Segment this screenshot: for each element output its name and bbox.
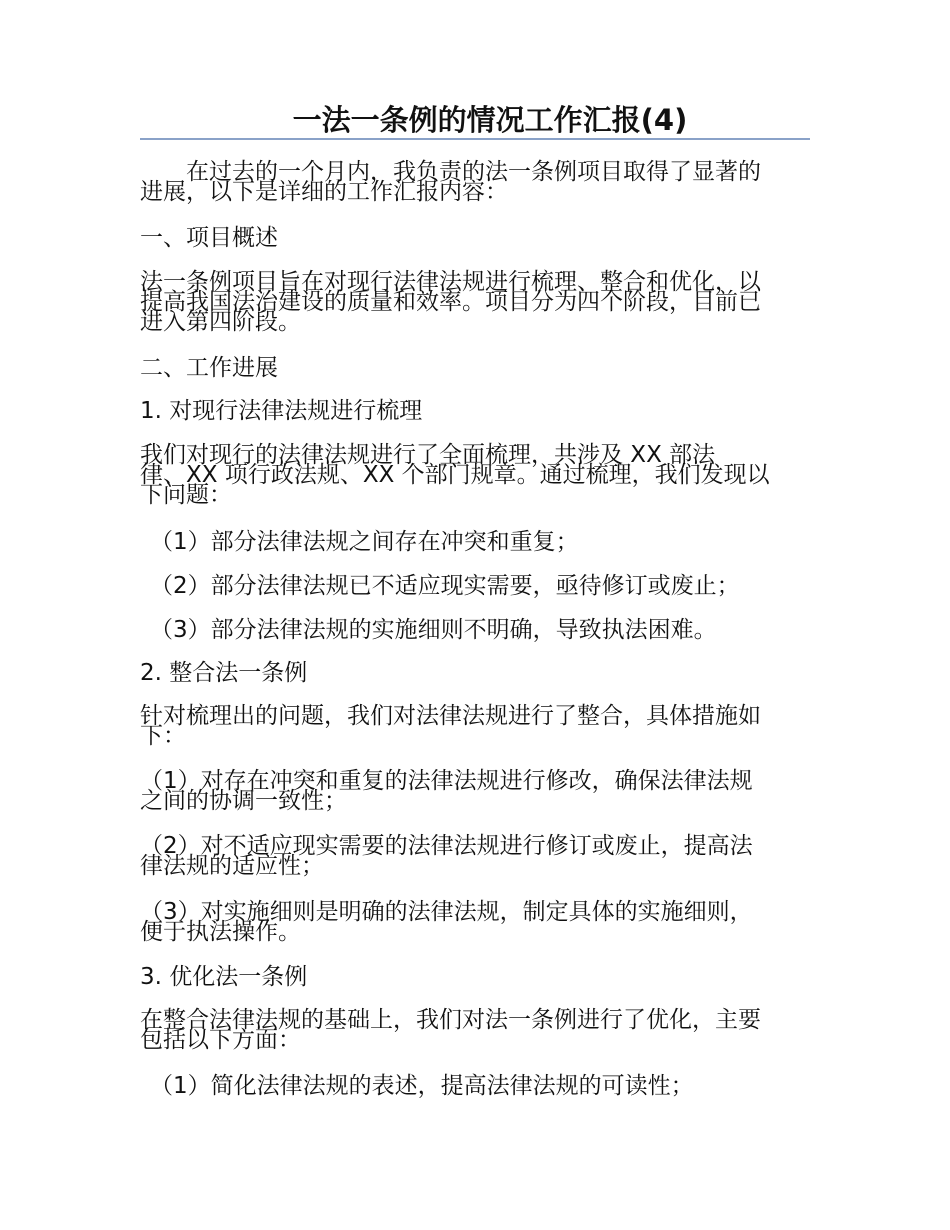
subsection-heading-integrate: 2. 整合法一条例 [140, 660, 308, 686]
paragraph-line: 下问题： [140, 482, 232, 508]
section-heading-progress: 二、工作进展 [140, 355, 278, 381]
paragraph-line: 律、XX 项行政法规、XX 个部门规章。通过梳理，我们发现以 [140, 462, 770, 488]
subsection-heading-optimize: 3. 优化法一条例 [140, 964, 308, 990]
list-item-line: （3）对实施细则是明确的法律法规，制定具体的实施细则， [140, 899, 753, 925]
intro-paragraph [140, 159, 761, 205]
paragraph-line: 提高我国法治建设的质量和效率。项目分为四个阶段，目前已 [140, 289, 761, 315]
paragraph-line: 下： [140, 723, 186, 749]
list-item [140, 899, 753, 945]
review-paragraph [140, 442, 770, 508]
intro-line: 进展，以下是详细的工作汇报内容： [140, 179, 508, 205]
paragraph-line: 包括以下方面： [140, 1027, 301, 1053]
document-title: 一法一条例的情况工作汇报(4) [292, 103, 688, 137]
paragraph-line: 在整合法律法规的基础上，我们对法一条例进行了优化，主要 [140, 1007, 761, 1033]
list-item-line: （2）对不适应现实需要的法律法规进行修订或废止，提高法 [140, 833, 753, 859]
paragraph-line: 进入第四阶段。 [140, 309, 301, 335]
integrate-paragraph [140, 703, 761, 749]
paragraph-line: 针对梳理出的问题，我们对法律法规进行了整合，具体措施如 [140, 703, 761, 729]
optimize-paragraph [140, 1007, 761, 1053]
intro-line: 在过去的一个月内，我负责的法一条例项目取得了显著的 [140, 159, 761, 185]
section-heading-overview: 一、项目概述 [140, 225, 278, 251]
list-item-line: 律法规的适应性； [140, 853, 324, 879]
list-item [140, 768, 753, 814]
list-item-line: 便于执法操作。 [140, 919, 301, 945]
list-item: （1）简化法律法规的表述，提高法律法规的可读性； [150, 1073, 694, 1099]
list-item: （1）部分法律法规之间存在冲突和重复； [150, 529, 579, 555]
document-page [140, 100, 810, 1099]
paragraph-line: 我们对现行的法律法规进行了全面梳理，共涉及 XX 部法 [140, 442, 716, 468]
subsection-heading-review: 1. 对现行法律法规进行梳理 [140, 398, 423, 424]
paragraph-line: 法一条例项目旨在对现行法律法规进行梳理、整合和优化，以 [140, 269, 761, 295]
list-item-line: （1）对存在冲突和重复的法律法规进行修改，确保法律法规 [140, 768, 753, 794]
list-item: （3）部分法律法规的实施细则不明确，导致执法困难。 [150, 617, 717, 643]
overview-paragraph [140, 269, 761, 335]
list-item-line: 之间的协调一致性； [140, 788, 347, 814]
list-item [140, 833, 753, 879]
list-item: （2）部分法律法规已不适应现实需要，亟待修订或废止； [150, 573, 740, 599]
